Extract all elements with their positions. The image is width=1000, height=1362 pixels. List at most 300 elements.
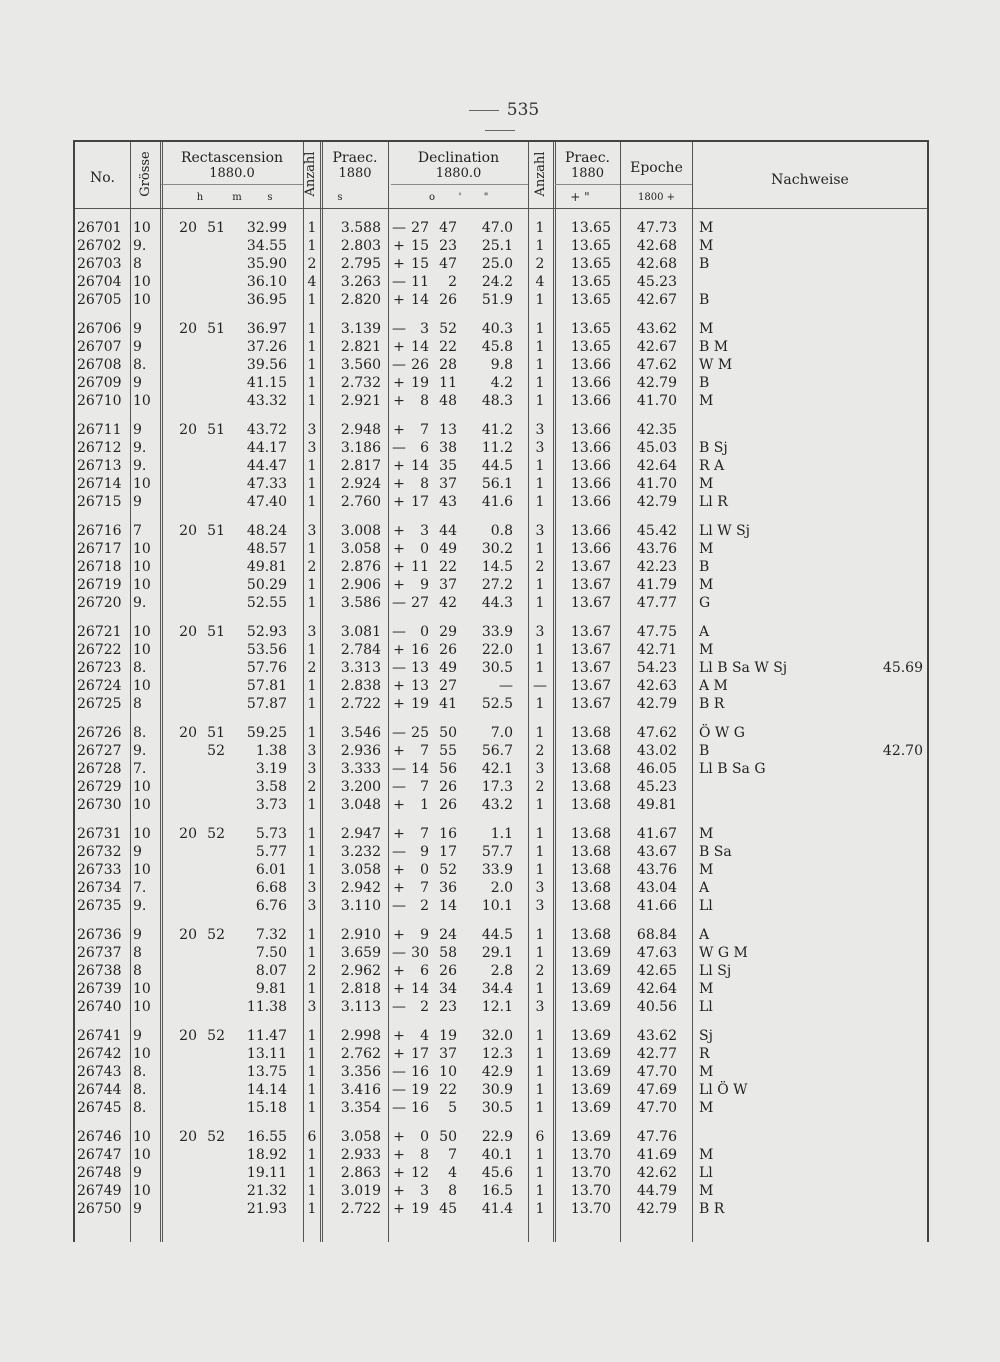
cell-s: 1.38 bbox=[255, 743, 287, 759]
cell-dd: 27 bbox=[411, 220, 429, 236]
cell-dm: 24 bbox=[439, 927, 457, 943]
cell-nw: Ll W Sj bbox=[699, 523, 750, 539]
cell-gr: 10 bbox=[133, 292, 151, 308]
cell-dm: 7 bbox=[448, 1147, 457, 1163]
cell-dd: 2 bbox=[420, 999, 429, 1015]
cell-dm: 26 bbox=[439, 963, 457, 979]
cell-sg: + bbox=[393, 577, 405, 593]
cell-ds: 44.5 bbox=[481, 458, 513, 474]
cell-dm: 58 bbox=[439, 945, 457, 961]
cell-pr: 2.803 bbox=[340, 238, 381, 254]
cell-no: 26740 bbox=[77, 999, 122, 1015]
cell-n2: 6 bbox=[535, 1129, 545, 1145]
cell-p2: 13.66 bbox=[570, 393, 611, 409]
cell-s: 50.29 bbox=[246, 577, 287, 593]
cell-m: 51 bbox=[207, 321, 225, 337]
cell-n2: 3 bbox=[535, 624, 545, 640]
cell-no: 26735 bbox=[77, 898, 122, 914]
cell-dd: 11 bbox=[411, 274, 429, 290]
cell-dd: 3 bbox=[420, 321, 429, 337]
cell-n1: 1 bbox=[307, 862, 317, 878]
cell-nw: B M bbox=[699, 339, 729, 355]
cell-h: 20 bbox=[179, 1028, 197, 1044]
cell-no: 26703 bbox=[77, 256, 122, 272]
cell-no: 26712 bbox=[77, 440, 122, 456]
cell-sg: + bbox=[393, 1165, 405, 1181]
cell-p2: 13.70 bbox=[570, 1165, 611, 1181]
cell-sg: + bbox=[393, 541, 405, 557]
cell-sg: — bbox=[392, 660, 406, 676]
cell-dd: 14 bbox=[411, 458, 429, 474]
cell-pr: 3.186 bbox=[340, 440, 381, 456]
cell-ds: 56.7 bbox=[481, 743, 513, 759]
cell-no: 26742 bbox=[77, 1046, 122, 1062]
cell-dm: 5 bbox=[448, 1100, 457, 1116]
cell-sg: + bbox=[393, 523, 405, 539]
header-ra-s: s bbox=[267, 192, 273, 203]
cell-s: 6.68 bbox=[255, 880, 287, 896]
cell-pr: 3.232 bbox=[340, 844, 381, 860]
cell-nw: B R bbox=[699, 696, 725, 712]
cell-nw: M bbox=[699, 393, 714, 409]
cell-nw: M bbox=[699, 1100, 714, 1116]
cell-n1: 1 bbox=[307, 981, 317, 997]
header-ra-m: m bbox=[232, 192, 242, 203]
cell-s: 53.56 bbox=[246, 642, 287, 658]
cell-dm: 2 bbox=[448, 274, 457, 290]
cell-n1: 1 bbox=[307, 541, 317, 557]
header-anzahl-2: Anzahl bbox=[533, 151, 548, 197]
cell-n1: 1 bbox=[307, 375, 317, 391]
cell-n1: 1 bbox=[307, 1183, 317, 1199]
cell-sg: — bbox=[392, 220, 406, 236]
cell-h: 20 bbox=[179, 826, 197, 842]
header-decl-sec: " bbox=[483, 192, 489, 203]
cell-no: 26731 bbox=[77, 826, 122, 842]
cell-ep: 47.73 bbox=[636, 220, 677, 236]
cell-sg: + bbox=[393, 393, 405, 409]
cell-dm: 45 bbox=[439, 1201, 457, 1217]
cell-gr: 10 bbox=[133, 541, 151, 557]
cell-nw: M bbox=[699, 981, 714, 997]
cell-sg: + bbox=[393, 292, 405, 308]
cell-n1: 4 bbox=[307, 274, 317, 290]
cell-m: 51 bbox=[207, 523, 225, 539]
cell-p2: 13.65 bbox=[570, 292, 611, 308]
header-subrule bbox=[555, 184, 620, 185]
cell-ds: 7.0 bbox=[490, 725, 513, 741]
cell-s: 3.58 bbox=[255, 779, 287, 795]
cell-no: 26710 bbox=[77, 393, 122, 409]
cell-m: 52 bbox=[207, 927, 225, 943]
cell-s: 11.38 bbox=[246, 999, 287, 1015]
cell-s: 16.55 bbox=[246, 1129, 287, 1145]
cell-gr: 7 bbox=[133, 523, 142, 539]
cell-n1: 1 bbox=[307, 826, 317, 842]
cell-sg: + bbox=[393, 880, 405, 896]
cell-ds: 12.1 bbox=[481, 999, 513, 1015]
cell-dm: 26 bbox=[439, 797, 457, 813]
cell-h: 20 bbox=[179, 1129, 197, 1145]
cell-n1: 3 bbox=[307, 898, 317, 914]
cell-pr: 2.998 bbox=[340, 1028, 381, 1044]
cell-gr: 9. bbox=[133, 743, 147, 759]
cell-ds: 30.9 bbox=[481, 1082, 513, 1098]
cell-no: 26737 bbox=[77, 945, 122, 961]
cell-ep: 42.64 bbox=[636, 981, 677, 997]
cell-nw: G bbox=[699, 595, 711, 611]
cell-h: 20 bbox=[179, 725, 197, 741]
cell-n1: 1 bbox=[307, 725, 317, 741]
cell-dm: 43 bbox=[439, 494, 457, 510]
cell-p2: 13.68 bbox=[570, 880, 611, 896]
cell-no: 26743 bbox=[77, 1064, 122, 1080]
cell-no: 26724 bbox=[77, 678, 122, 694]
cell-n2: 1 bbox=[535, 238, 545, 254]
cell-ep: 47.75 bbox=[636, 624, 677, 640]
cell-m: 52 bbox=[207, 826, 225, 842]
cell-ep: 43.04 bbox=[636, 880, 677, 896]
cell-dm: 47 bbox=[439, 256, 457, 272]
col-divider bbox=[130, 142, 131, 1242]
cell-dm: 22 bbox=[439, 339, 457, 355]
cell-ds: 40.3 bbox=[481, 321, 513, 337]
col-divider bbox=[620, 142, 621, 1242]
cell-no: 26733 bbox=[77, 862, 122, 878]
cell-nw: Sj bbox=[699, 1028, 713, 1044]
cell-n1: 1 bbox=[307, 1147, 317, 1163]
header-groesse: Grösse bbox=[138, 151, 153, 197]
cell-dm: 35 bbox=[439, 458, 457, 474]
cell-ep: 41.67 bbox=[636, 826, 677, 842]
cell-gr: 10 bbox=[133, 559, 151, 575]
cell-p2: 13.67 bbox=[570, 678, 611, 694]
cell-no: 26749 bbox=[77, 1183, 122, 1199]
cell-s: 43.32 bbox=[246, 393, 287, 409]
cell-h: 20 bbox=[179, 220, 197, 236]
cell-gr: 9 bbox=[133, 1201, 142, 1217]
cell-n2: 1 bbox=[535, 660, 545, 676]
cell-dd: 7 bbox=[420, 743, 429, 759]
cell-dd: 0 bbox=[420, 1129, 429, 1145]
cell-sg: — bbox=[392, 1064, 406, 1080]
cell-gr: 10 bbox=[133, 779, 151, 795]
cell-gr: 8 bbox=[133, 963, 142, 979]
cell-pr: 2.942 bbox=[340, 880, 381, 896]
cell-ep: 47.69 bbox=[636, 1082, 677, 1098]
header-praec-1-year: 1880 bbox=[338, 166, 372, 181]
header-praec-2-year: 1880 bbox=[570, 166, 605, 181]
cell-sg: + bbox=[393, 1201, 405, 1217]
cell-m: 52 bbox=[207, 743, 225, 759]
cell-dm: 50 bbox=[439, 1129, 457, 1145]
cell-n1: 1 bbox=[307, 321, 317, 337]
cell-sg: — bbox=[392, 595, 406, 611]
cell-p2: 13.69 bbox=[570, 1082, 611, 1098]
cell-ds: 41.2 bbox=[481, 422, 513, 438]
cell-n2: 1 bbox=[535, 981, 545, 997]
cell-pr: 2.876 bbox=[340, 559, 381, 575]
cell-ds: 30.5 bbox=[481, 1100, 513, 1116]
cell-nw: M bbox=[699, 476, 714, 492]
cell-ds: 33.9 bbox=[481, 624, 513, 640]
cell-no: 26705 bbox=[77, 292, 122, 308]
cell-sg: — bbox=[392, 945, 406, 961]
cell-n1: 1 bbox=[307, 844, 317, 860]
cell-nw: M bbox=[699, 642, 714, 658]
cell-n1: 1 bbox=[307, 1046, 317, 1062]
cell-p2: 13.69 bbox=[570, 1064, 611, 1080]
cell-dd: 3 bbox=[420, 523, 429, 539]
cell-ds: 48.3 bbox=[481, 393, 513, 409]
cell-n2: 2 bbox=[535, 559, 545, 575]
cell-s: 57.76 bbox=[246, 660, 287, 676]
cell-nw: M bbox=[699, 826, 714, 842]
cell-nw: M bbox=[699, 1064, 714, 1080]
cell-m: 52 bbox=[207, 1028, 225, 1044]
cell-ds: 47.0 bbox=[481, 220, 513, 236]
header-subrule bbox=[621, 184, 692, 185]
cell-p2: 13.69 bbox=[570, 1129, 611, 1145]
cell-n2: 3 bbox=[535, 523, 545, 539]
cell-ds: 51.9 bbox=[481, 292, 513, 308]
cell-pr: 3.333 bbox=[340, 761, 381, 777]
cell-n1: 1 bbox=[307, 393, 317, 409]
cell-ep: 47.77 bbox=[636, 595, 677, 611]
cell-sg: + bbox=[393, 256, 405, 272]
cell-n2: 1 bbox=[535, 1064, 545, 1080]
cell-n1: 2 bbox=[307, 660, 317, 676]
cell-h: 20 bbox=[179, 624, 197, 640]
cell-ds: 25.0 bbox=[481, 256, 513, 272]
cell-p2: 13.69 bbox=[570, 963, 611, 979]
cell-ds: 27.2 bbox=[481, 577, 513, 593]
cell-dm: 22 bbox=[439, 559, 457, 575]
cell-p2: 13.68 bbox=[570, 826, 611, 842]
cell-ds: 41.6 bbox=[481, 494, 513, 510]
cell-dd: 9 bbox=[420, 927, 429, 943]
cell-dd: 19 bbox=[411, 375, 429, 391]
cell-ep: 47.63 bbox=[636, 945, 677, 961]
cell-sg: + bbox=[393, 1028, 405, 1044]
cell-n2: 1 bbox=[535, 321, 545, 337]
cell-n1: 1 bbox=[307, 339, 317, 355]
cell-ep: 42.79 bbox=[636, 494, 677, 510]
col-divider bbox=[553, 142, 556, 1242]
cell-m: 51 bbox=[207, 220, 225, 236]
cell-dd: 14 bbox=[411, 981, 429, 997]
cell-nw: M bbox=[699, 577, 714, 593]
cell-n1: 3 bbox=[307, 743, 317, 759]
cell-p2: 13.68 bbox=[570, 779, 611, 795]
cell-no: 26750 bbox=[77, 1201, 122, 1217]
cell-gr: 9. bbox=[133, 595, 147, 611]
cell-n1: 1 bbox=[307, 577, 317, 593]
cell-dd: 4 bbox=[420, 1028, 429, 1044]
cell-gr: 10 bbox=[133, 826, 151, 842]
cell-pr: 2.948 bbox=[340, 422, 381, 438]
cell-n2: 1 bbox=[535, 696, 545, 712]
header-ra: Rectascension bbox=[180, 150, 284, 166]
cell-pr: 2.821 bbox=[340, 339, 381, 355]
cell-n2: 1 bbox=[535, 292, 545, 308]
cell-sg: + bbox=[393, 927, 405, 943]
cell-p2: 13.67 bbox=[570, 559, 611, 575]
cell-s: 3.73 bbox=[255, 797, 287, 813]
cell-ep: 45.03 bbox=[636, 440, 677, 456]
cell-pr: 2.906 bbox=[340, 577, 381, 593]
cell-n2: — bbox=[533, 678, 547, 694]
cell-n2: 1 bbox=[535, 595, 545, 611]
page-number-text: 535 bbox=[506, 100, 540, 120]
cell-ds: 57.7 bbox=[481, 844, 513, 860]
cell-n2: 1 bbox=[535, 826, 545, 842]
cell-ds: 1.1 bbox=[490, 826, 513, 842]
cell-dm: 52 bbox=[439, 862, 457, 878]
cell-gr: 9. bbox=[133, 238, 147, 254]
cell-nw: M bbox=[699, 220, 714, 236]
cell-p2: 13.68 bbox=[570, 797, 611, 813]
cell-x: 45.69 bbox=[882, 660, 923, 676]
cell-gr: 8. bbox=[133, 1100, 147, 1116]
header-epoche: Epoche bbox=[630, 160, 683, 176]
cell-p2: 13.69 bbox=[570, 1046, 611, 1062]
cell-pr: 3.048 bbox=[340, 797, 381, 813]
cell-sg: + bbox=[393, 696, 405, 712]
cell-pr: 3.200 bbox=[340, 779, 381, 795]
cell-h: 20 bbox=[179, 321, 197, 337]
cell-ds: 32.0 bbox=[481, 1028, 513, 1044]
cell-pr: 3.081 bbox=[340, 624, 381, 640]
cell-p2: 13.67 bbox=[570, 642, 611, 658]
cell-sg: + bbox=[393, 642, 405, 658]
cell-no: 26717 bbox=[77, 541, 122, 557]
cell-n1: 1 bbox=[307, 1028, 317, 1044]
cell-dm: 29 bbox=[439, 624, 457, 640]
cell-ep: 47.70 bbox=[636, 1064, 677, 1080]
cell-ds: 2.0 bbox=[490, 880, 513, 896]
cell-p2: 13.69 bbox=[570, 945, 611, 961]
cell-dd: 15 bbox=[411, 256, 429, 272]
cell-n2: 1 bbox=[535, 458, 545, 474]
cell-s: 21.32 bbox=[246, 1183, 287, 1199]
cell-p2: 13.66 bbox=[570, 494, 611, 510]
cell-gr: 7. bbox=[133, 880, 147, 896]
cell-dd: 8 bbox=[420, 393, 429, 409]
cell-ds: 30.5 bbox=[481, 660, 513, 676]
cell-nw: W G M bbox=[699, 945, 748, 961]
cell-ep: 42.63 bbox=[636, 678, 677, 694]
cell-p2: 13.66 bbox=[570, 422, 611, 438]
cell-ds: 22.0 bbox=[481, 642, 513, 658]
cell-s: 44.47 bbox=[246, 458, 287, 474]
cell-ds: 45.6 bbox=[481, 1165, 513, 1181]
cell-n2: 1 bbox=[535, 541, 545, 557]
cell-n2: 1 bbox=[535, 945, 545, 961]
cell-s: 36.97 bbox=[246, 321, 287, 337]
cell-dm: 11 bbox=[439, 375, 457, 391]
cell-dd: 8 bbox=[420, 1147, 429, 1163]
cell-nw: Ll Ö W bbox=[699, 1082, 748, 1098]
cell-s: 8.07 bbox=[255, 963, 287, 979]
cell-n2: 3 bbox=[535, 898, 545, 914]
cell-sg: + bbox=[393, 1147, 405, 1163]
cell-ep: 47.70 bbox=[636, 1100, 677, 1116]
cell-p2: 13.65 bbox=[570, 274, 611, 290]
dash-left bbox=[469, 110, 499, 111]
cell-nw: B Sa bbox=[699, 844, 732, 860]
cell-n2: 2 bbox=[535, 743, 545, 759]
cell-ep: 42.68 bbox=[636, 238, 677, 254]
cell-gr: 10 bbox=[133, 577, 151, 593]
cell-p2: 13.69 bbox=[570, 1100, 611, 1116]
cell-n2: 2 bbox=[535, 963, 545, 979]
cell-dd: 16 bbox=[411, 1064, 429, 1080]
cell-sg: — bbox=[392, 898, 406, 914]
dash-right bbox=[485, 130, 515, 131]
cell-ep: 43.62 bbox=[636, 321, 677, 337]
cell-ds: 10.1 bbox=[481, 898, 513, 914]
cell-gr: 9 bbox=[133, 339, 142, 355]
cell-n1: 3 bbox=[307, 440, 317, 456]
cell-no: 26722 bbox=[77, 642, 122, 658]
cell-n2: 3 bbox=[535, 422, 545, 438]
cell-nw: B Sj bbox=[699, 440, 728, 456]
cell-sg: + bbox=[393, 1183, 405, 1199]
header-epoche-sub: 1800 + bbox=[637, 192, 675, 203]
cell-sg: + bbox=[393, 476, 405, 492]
cell-no: 26709 bbox=[77, 375, 122, 391]
cell-no: 26711 bbox=[77, 422, 122, 438]
cell-pr: 2.910 bbox=[340, 927, 381, 943]
cell-nw: M bbox=[699, 1147, 714, 1163]
cell-n1: 1 bbox=[307, 220, 317, 236]
col-divider bbox=[388, 142, 389, 1242]
cell-n1: 1 bbox=[307, 595, 317, 611]
cell-pr: 3.139 bbox=[340, 321, 381, 337]
cell-gr: 8. bbox=[133, 725, 147, 741]
cell-ds: 29.1 bbox=[481, 945, 513, 961]
cell-sg: — bbox=[392, 779, 406, 795]
cell-ds: 40.1 bbox=[481, 1147, 513, 1163]
cell-gr: 9. bbox=[133, 898, 147, 914]
cell-ds: 43.2 bbox=[481, 797, 513, 813]
cell-ep: 47.62 bbox=[636, 357, 677, 373]
cell-ds: 34.4 bbox=[481, 981, 513, 997]
cell-dm: 13 bbox=[439, 422, 457, 438]
cell-dm: 50 bbox=[439, 725, 457, 741]
cell-gr: 7. bbox=[133, 761, 147, 777]
cell-gr: 9 bbox=[133, 375, 142, 391]
cell-s: 6.01 bbox=[255, 862, 287, 878]
cell-dd: 16 bbox=[411, 1100, 429, 1116]
cell-dd: 6 bbox=[420, 963, 429, 979]
cell-dd: 7 bbox=[420, 422, 429, 438]
cell-pr: 3.058 bbox=[340, 862, 381, 878]
cell-n2: 2 bbox=[535, 256, 545, 272]
cell-n2: 3 bbox=[535, 440, 545, 456]
cell-ep: 43.02 bbox=[636, 743, 677, 759]
cell-dd: 13 bbox=[411, 678, 429, 694]
cell-sg: + bbox=[393, 743, 405, 759]
cell-ds: 42.1 bbox=[481, 761, 513, 777]
cell-n1: 6 bbox=[307, 1129, 317, 1145]
cell-s: 47.40 bbox=[246, 494, 287, 510]
cell-p2: 13.66 bbox=[570, 476, 611, 492]
cell-s: 52.55 bbox=[246, 595, 287, 611]
cell-n2: 3 bbox=[535, 761, 545, 777]
cell-s: 3.19 bbox=[255, 761, 287, 777]
